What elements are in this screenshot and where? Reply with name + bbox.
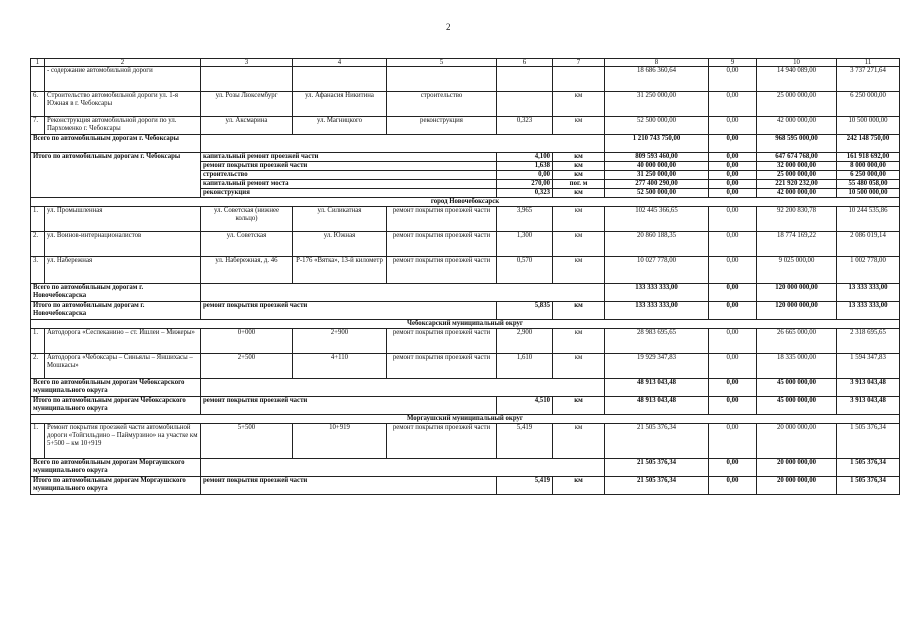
- value-total: 19 929 347,83: [605, 354, 709, 379]
- value-total: 102 445 366,65: [605, 207, 709, 232]
- value-total: 28 983 695,65: [605, 329, 709, 354]
- unit: км: [553, 171, 605, 180]
- row-name: - содержание автомобильной дороги: [45, 67, 201, 92]
- row-work-type: ремонт покрытия проезжей части: [387, 329, 497, 354]
- total-label: Всего по автомобильным дорогам Моргаушского муниципального округа: [31, 459, 201, 477]
- cell: [293, 67, 387, 92]
- row-unit: км: [553, 207, 605, 232]
- value-republic: 92 200 830,78: [757, 207, 837, 232]
- value-federal: 0,00: [709, 257, 757, 284]
- work-type: реконструкция: [201, 189, 497, 198]
- value-total: 133 333 333,00: [605, 302, 709, 320]
- row-number: 2.: [31, 354, 45, 379]
- value-republic: 20 000 000,00: [757, 477, 837, 495]
- quantity: 5,419: [497, 477, 553, 495]
- value-republic: 42 000 000,00: [757, 189, 837, 198]
- section-title: город Новочебоксарск: [31, 198, 900, 207]
- table-row: [31, 354, 900, 379]
- value-local: 8 000 000,00: [837, 162, 900, 171]
- value-republic: 14 940 089,00: [757, 67, 837, 92]
- work-type: ремонт покрытия проезжей части: [201, 477, 497, 495]
- row-number: 7.: [31, 117, 45, 135]
- row-work-type: реконструкция: [387, 117, 497, 135]
- roads-table: [30, 58, 900, 495]
- row-end: 2+900: [293, 329, 387, 354]
- value-republic: 9 025 000,00: [757, 257, 837, 284]
- value-federal: 0,00: [709, 207, 757, 232]
- value-republic: 45 000 000,00: [757, 379, 837, 397]
- value-total: 21 505 376,34: [605, 459, 709, 477]
- value-total: 21 505 376,34: [605, 477, 709, 495]
- itogo-row: [31, 302, 900, 320]
- row-work-type: ремонт покрытия проезжей части: [387, 354, 497, 379]
- value-local: 13 333 333,00: [837, 302, 900, 320]
- value-republic: 25 000 000,00: [757, 171, 837, 180]
- section-title: Чебоксарский муниципальный округ: [31, 320, 900, 329]
- value-total: 48 913 043,48: [605, 397, 709, 415]
- value-republic: 647 674 768,00: [757, 153, 837, 162]
- cell: [497, 67, 553, 92]
- value-local: 3 737 271,64: [837, 67, 900, 92]
- row-length: [497, 92, 553, 117]
- total-row: [31, 459, 900, 477]
- value-total: 1 210 743 750,00: [605, 135, 709, 153]
- value-local: 1 002 778,00: [837, 257, 900, 284]
- cell: [201, 67, 293, 92]
- cell: [201, 459, 605, 477]
- value-local: 161 918 692,00: [837, 153, 900, 162]
- value-federal: 0,00: [709, 379, 757, 397]
- row-number: 2.: [31, 232, 45, 257]
- quantity: 4,100: [497, 153, 553, 162]
- header-cell: 6: [497, 59, 553, 67]
- value-federal: 0,00: [709, 329, 757, 354]
- row-name: Автодорога «Чебоксары – Синьялы – Яншихасы – Мошкасы»: [45, 354, 201, 379]
- value-total: 31 250 000,00: [605, 171, 709, 180]
- value-total: 52 500 000,00: [605, 189, 709, 198]
- row-end: Р-176 «Вятка», 13-й километр: [293, 257, 387, 284]
- value-local: 10 500 000,00: [837, 189, 900, 198]
- value-total: 31 250 000,00: [605, 92, 709, 117]
- row-number: 6.: [31, 92, 45, 117]
- value-federal: 0,00: [709, 117, 757, 135]
- value-local: 10 500 000,00: [837, 117, 900, 135]
- cell: [201, 379, 605, 397]
- row-name: Ремонт покрытия проезжей части автомобильной дороги «Тойгильдино – Паймурзино» на участке км 5+500 – км 10+919: [45, 424, 201, 459]
- table-row: [31, 67, 900, 92]
- row-length: 1,300: [497, 232, 553, 257]
- quantity: 4,510: [497, 397, 553, 415]
- value-republic: 32 000 000,00: [757, 162, 837, 171]
- value-local: 3 913 043,48: [837, 397, 900, 415]
- cell: [387, 67, 497, 92]
- value-federal: 0,00: [709, 459, 757, 477]
- row-start: ул. Аксмарина: [201, 117, 293, 135]
- row-name: ул. Промышленная: [45, 207, 201, 232]
- row-start: ул. Набережная, д. 46: [201, 257, 293, 284]
- total-label: Всего по автомобильным дорогам Чебоксарского муниципального округа: [31, 379, 201, 397]
- row-end: ул. Южная: [293, 232, 387, 257]
- value-local: 55 480 058,00: [837, 180, 900, 189]
- total-label: Всего по автомобильным дорогам г. Новочебоксарска: [31, 284, 201, 302]
- itogo-label: Итого по автомобильным дорогам г. Новочебоксарска: [31, 302, 201, 320]
- row-name: Строительство автомобильной дороги ул. 1-я Южная в г. Чебоксары: [45, 92, 201, 117]
- value-federal: 0,00: [709, 135, 757, 153]
- row-unit: км: [553, 354, 605, 379]
- value-local: 1 505 376,34: [837, 477, 900, 495]
- unit: пог. м: [553, 180, 605, 189]
- value-republic: 42 000 000,00: [757, 117, 837, 135]
- value-local: 6 250 000,00: [837, 171, 900, 180]
- total-row: [31, 379, 900, 397]
- table-row: [31, 257, 900, 284]
- row-name: ул. Воинов-интернационалистов: [45, 232, 201, 257]
- value-federal: 0,00: [709, 189, 757, 198]
- header-cell: 9: [709, 59, 757, 67]
- unit: км: [553, 162, 605, 171]
- work-type: ремонт покрытия проезжей части: [201, 302, 497, 320]
- row-start: 0+000: [201, 329, 293, 354]
- value-total: 48 913 043,48: [605, 379, 709, 397]
- itogo-row: [31, 397, 900, 415]
- value-republic: 120 000 000,00: [757, 302, 837, 320]
- row-start: ул. Розы Люксембург: [201, 92, 293, 117]
- header-cell: 1: [31, 59, 45, 67]
- unit: км: [553, 397, 605, 415]
- row-end: ул. Афанасия Никитина: [293, 92, 387, 117]
- row-length: 0,570: [497, 257, 553, 284]
- total-row: [31, 135, 900, 153]
- row-length: 1,610: [497, 354, 553, 379]
- header-cell: 10: [757, 59, 837, 67]
- work-type: капитальный ремонт проезжей части: [201, 153, 497, 162]
- row-name: Реконструкция автомобильной дороги по ул. Пархоменко г. Чебоксары: [45, 117, 201, 135]
- value-federal: 0,00: [709, 424, 757, 459]
- row-unit: км: [553, 424, 605, 459]
- row-name: ул. Набережная: [45, 257, 201, 284]
- work-type: ремонт покрытия проезжей части: [201, 397, 497, 415]
- value-total: 809 593 460,00: [605, 153, 709, 162]
- row-length: 3,965: [497, 207, 553, 232]
- value-republic: 120 000 000,00: [757, 284, 837, 302]
- value-local: 1 594 347,83: [837, 354, 900, 379]
- value-republic: 45 000 000,00: [757, 397, 837, 415]
- header-cell: 11: [837, 59, 900, 67]
- value-federal: 0,00: [709, 302, 757, 320]
- section-header: [31, 320, 900, 329]
- row-end: ул. Силикатная: [293, 207, 387, 232]
- row-unit: км: [553, 329, 605, 354]
- header-cell: 8: [605, 59, 709, 67]
- value-total: 277 400 290,00: [605, 180, 709, 189]
- row-work-type: строительство: [387, 92, 497, 117]
- value-republic: 20 000 000,00: [757, 424, 837, 459]
- row-work-type: ремонт покрытия проезжей части: [387, 424, 497, 459]
- work-type: строительство: [201, 171, 497, 180]
- value-federal: 0,00: [709, 232, 757, 257]
- row-length: 0,323: [497, 117, 553, 135]
- value-republic: 26 665 000,00: [757, 329, 837, 354]
- table-row: [31, 424, 900, 459]
- header-cell: 2: [45, 59, 201, 67]
- cell: [31, 67, 45, 92]
- itogo-label: Итого по автомобильным дорогам г. Чебоксары: [31, 153, 201, 198]
- header-row: [31, 59, 900, 67]
- page-number: 2: [446, 22, 451, 32]
- value-federal: 0,00: [709, 171, 757, 180]
- value-federal: 0,00: [709, 92, 757, 117]
- row-end: 10+919: [293, 424, 387, 459]
- cell: [201, 135, 605, 153]
- value-local: 13 333 333,00: [837, 284, 900, 302]
- header-cell: 7: [553, 59, 605, 67]
- header-cell: 4: [293, 59, 387, 67]
- header-cell: 3: [201, 59, 293, 67]
- quantity: 5,835: [497, 302, 553, 320]
- table-row: [31, 92, 900, 117]
- row-number: 1.: [31, 207, 45, 232]
- quantity: 1,638: [497, 162, 553, 171]
- total-label: Всего по автомобильным дорогам г. Чебоксары: [31, 135, 201, 153]
- row-number: 1.: [31, 424, 45, 459]
- header-cell: 5: [387, 59, 497, 67]
- table-row: [31, 232, 900, 257]
- section-header: [31, 198, 900, 207]
- work-type: ремонт покрытия проезжей части: [201, 162, 497, 171]
- value-federal: 0,00: [709, 67, 757, 92]
- row-unit: км: [553, 257, 605, 284]
- value-local: 2 318 695,65: [837, 329, 900, 354]
- row-unit: км: [553, 92, 605, 117]
- row-unit: км: [553, 232, 605, 257]
- row-work-type: ремонт покрытия проезжей части: [387, 232, 497, 257]
- cell: [201, 284, 605, 302]
- value-republic: 968 595 000,00: [757, 135, 837, 153]
- itogo-label: Итого по автомобильным дорогам Чебоксарского муниципального округа: [31, 397, 201, 415]
- value-republic: 18 335 000,00: [757, 354, 837, 379]
- row-number: 3.: [31, 257, 45, 284]
- total-row: [31, 284, 900, 302]
- work-type: капитальный ремонт моста: [201, 180, 497, 189]
- itogo-row: [31, 153, 900, 162]
- value-federal: 0,00: [709, 354, 757, 379]
- value-local: 1 505 376,34: [837, 459, 900, 477]
- value-federal: 0,00: [709, 477, 757, 495]
- unit: км: [553, 302, 605, 320]
- row-number: 1.: [31, 329, 45, 354]
- value-federal: 0,00: [709, 284, 757, 302]
- value-federal: 0,00: [709, 162, 757, 171]
- value-republic: 25 000 000,00: [757, 92, 837, 117]
- row-start: 5+500: [201, 424, 293, 459]
- value-republic: 20 000 000,00: [757, 459, 837, 477]
- value-total: 133 333 333,00: [605, 284, 709, 302]
- row-end: 4+110: [293, 354, 387, 379]
- value-federal: 0,00: [709, 397, 757, 415]
- value-total: 20 860 188,35: [605, 232, 709, 257]
- row-work-type: ремонт покрытия проезжей части: [387, 207, 497, 232]
- section-title: Моргаушский муниципальный округ: [31, 415, 900, 424]
- value-local: 6 250 000,00: [837, 92, 900, 117]
- row-start: ул. Советская: [201, 232, 293, 257]
- value-republic: 221 920 232,00: [757, 180, 837, 189]
- unit: км: [553, 153, 605, 162]
- table-row: [31, 207, 900, 232]
- quantity: 0,00: [497, 171, 553, 180]
- value-federal: 0,00: [709, 153, 757, 162]
- value-local: 1 505 376,34: [837, 424, 900, 459]
- value-total: 40 000 000,00: [605, 162, 709, 171]
- section-header: [31, 415, 900, 424]
- row-start: ул. Советская (нижнее кольцо): [201, 207, 293, 232]
- itogo-row: [31, 477, 900, 495]
- table-row: [31, 329, 900, 354]
- value-local: 242 148 750,00: [837, 135, 900, 153]
- row-end: ул. Магницкого: [293, 117, 387, 135]
- unit: км: [553, 189, 605, 198]
- value-total: 52 500 000,00: [605, 117, 709, 135]
- quantity: 0,323: [497, 189, 553, 198]
- value-local: 2 086 019,14: [837, 232, 900, 257]
- value-federal: 0,00: [709, 180, 757, 189]
- row-unit: км: [553, 117, 605, 135]
- row-start: 2+500: [201, 354, 293, 379]
- quantity: 270,00: [497, 180, 553, 189]
- row-length: 2,900: [497, 329, 553, 354]
- table-row: [31, 117, 900, 135]
- itogo-label: Итого по автомобильным дорогам Моргаушского муниципального округа: [31, 477, 201, 495]
- value-local: 3 913 043,48: [837, 379, 900, 397]
- row-work-type: ремонт покрытия проезжей части: [387, 257, 497, 284]
- cell: [553, 67, 605, 92]
- value-republic: 18 774 169,22: [757, 232, 837, 257]
- value-local: 10 244 535,86: [837, 207, 900, 232]
- value-total: 21 505 376,34: [605, 424, 709, 459]
- unit: км: [553, 477, 605, 495]
- value-total: 10 027 778,00: [605, 257, 709, 284]
- value-total: 18 686 360,64: [605, 67, 709, 92]
- row-name: Автодорога «Сеспеканино – ст. Ишлеи – Мижеры»: [45, 329, 201, 354]
- row-length: 5,419: [497, 424, 553, 459]
